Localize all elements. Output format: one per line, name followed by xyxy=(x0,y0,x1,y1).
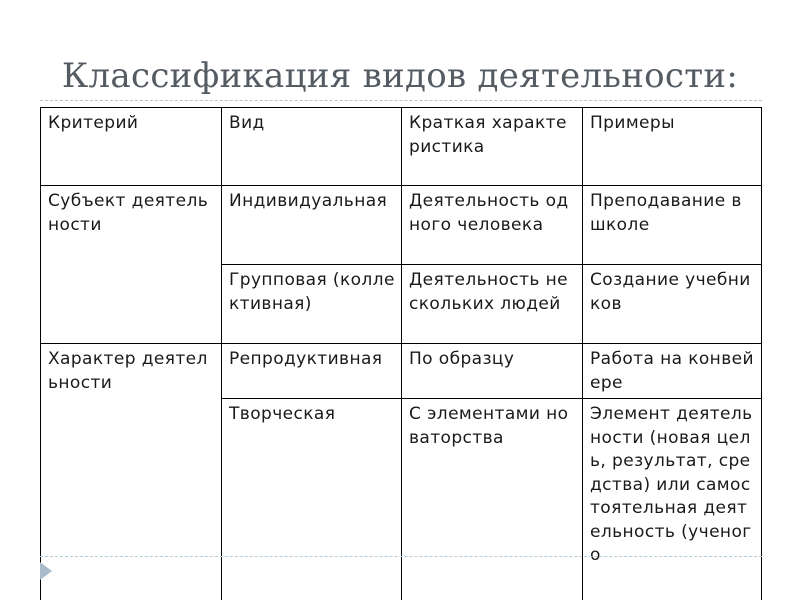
example-cell: Работа на конвейере xyxy=(583,344,762,399)
table-row xyxy=(41,186,762,265)
table-header-row xyxy=(41,108,762,186)
description-cell: По образцу xyxy=(402,344,583,399)
footer-divider xyxy=(40,556,762,557)
table-row xyxy=(41,344,762,399)
example-cell: Преподавание в школе xyxy=(583,186,762,265)
description-cell: С элементами новаторства xyxy=(402,399,583,600)
title-divider xyxy=(40,100,762,101)
header-description: Краткая характеристика xyxy=(402,108,583,186)
criterion-cell: Субъект деятельности xyxy=(41,186,222,344)
type-cell: Репродуктивная xyxy=(222,344,402,399)
description-cell: Деятельность нескольких людей xyxy=(402,265,583,344)
description-cell: Деятельность одного человека xyxy=(402,186,583,265)
example-cell: Элемент деятельности (новая цель, результат, средства) или самостоятельная деятельность (ученого xyxy=(583,399,762,600)
header-criterion: Критерий xyxy=(41,108,222,186)
slide-title: Классификация видов деятельности: xyxy=(61,56,739,96)
header-type: Вид xyxy=(222,108,402,186)
example-cell: Создание учебников xyxy=(583,265,762,344)
activity-classification-table xyxy=(40,107,762,600)
type-cell: Групповая (коллективная) xyxy=(222,265,402,344)
criterion-cell: Характер деятельности xyxy=(41,344,222,600)
type-cell: Творческая xyxy=(222,399,402,600)
type-cell: Индивидуальная xyxy=(222,186,402,265)
slide-marker-arrow-icon xyxy=(40,562,52,580)
header-examples: Примеры xyxy=(583,108,762,186)
